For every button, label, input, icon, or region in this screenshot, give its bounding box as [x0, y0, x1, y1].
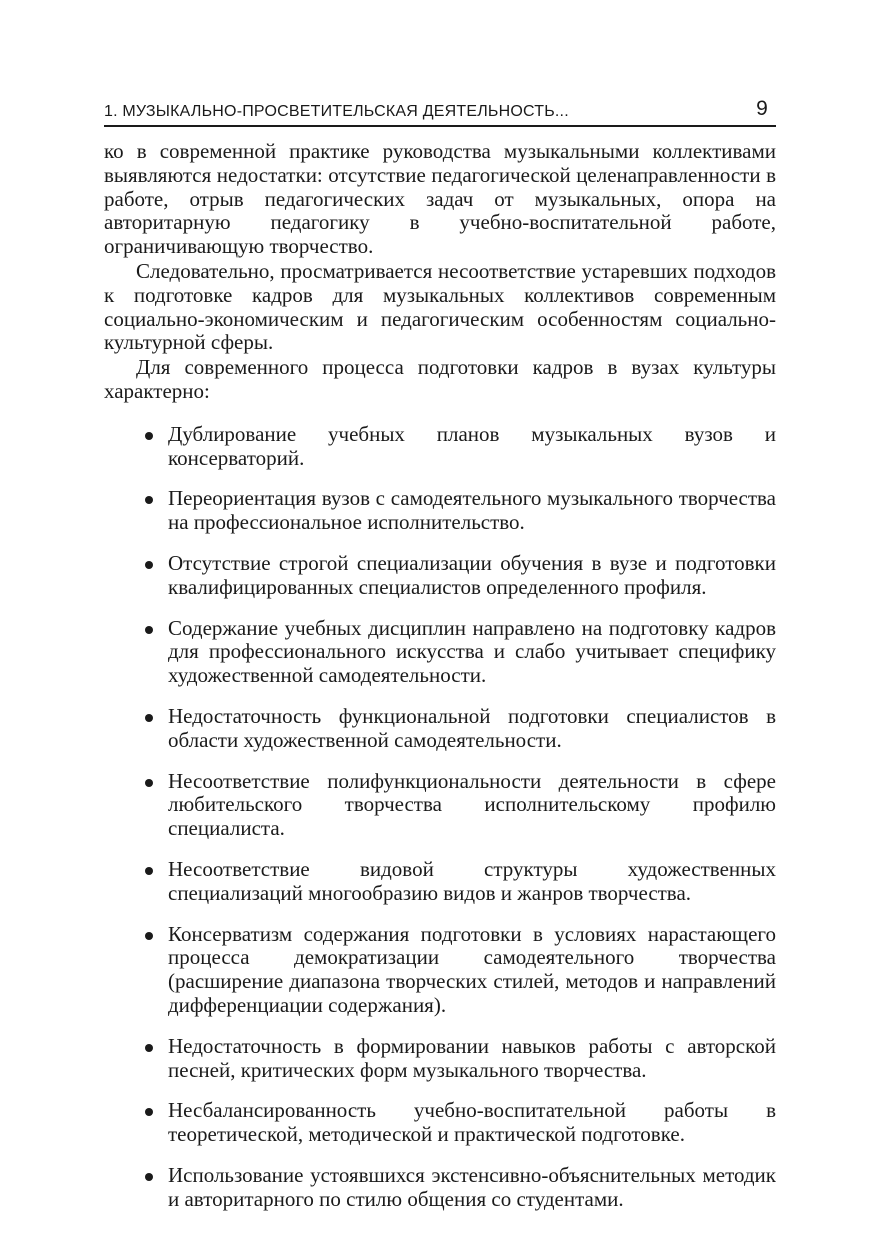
list-item	[104, 487, 776, 535]
list-item-text: Дублирование учебных планов музыкальных вузов и консерваторий.	[168, 421, 776, 470]
list-item-text: Несоответствие видовой структуры художественных специализаций многообразию видов и жанров творчества.	[168, 856, 776, 905]
list-item-text: Использование устоявшихся экстенсивно-объяснительных методик и авторитарного по стилю общения со студентами.	[168, 1162, 776, 1211]
list-item	[104, 858, 776, 906]
paragraph: Следовательно, просматривается несоответствие устаревших подходов к подготовке кадров для музыкальных коллективов современным социально-экономическим и педагогическим особенностям социально-культурной сферы.	[104, 258, 776, 355]
bullet-list	[104, 423, 776, 1212]
body-text	[104, 140, 776, 1228]
bullet-icon	[145, 1173, 153, 1181]
bullet-icon	[145, 867, 153, 875]
paragraph-continuation: ко в современной практике руководства музыкальными коллективами выявляются недостатки: отсутствие педагогической целенаправленности в работе, отрыв педагогических задач от музыкальных, опора на авторитарную педагогику в учебно-воспитательной работе, ограничивающую творчество.	[104, 139, 776, 259]
list-item	[104, 552, 776, 600]
bullet-icon	[145, 1044, 153, 1052]
bullet-icon	[145, 561, 153, 569]
bullet-icon	[145, 626, 153, 634]
list-item	[104, 1035, 776, 1083]
running-header	[104, 97, 776, 127]
list-item	[104, 770, 776, 841]
list-item	[104, 1164, 776, 1212]
chapter-title: 1. МУЗЫКАЛЬНО-ПРОСВЕТИТЕЛЬСКАЯ ДЕЯТЕЛЬНОСТЬ...	[104, 103, 569, 120]
list-item	[104, 705, 776, 753]
paragraph-list-intro: Для современного процесса подготовки кадров в вузах культуры характерно:	[104, 355, 776, 403]
list-item-text: Содержание учебных дисциплин направлено на подготовку кадров для профессионального искусства и слабо учитывает специфику художественной самодеятельности.	[168, 615, 776, 688]
list-item-text: Отсутствие строгой специализации обучения в вузе и подготовки квалифицированных специалистов определенного профиля.	[168, 550, 776, 599]
list-item-text: Несоответствие полифункциональности деятельности в сфере любительского творчества исполнительскому профилю специалиста.	[168, 768, 776, 841]
list-item	[104, 1099, 776, 1147]
list-item	[104, 923, 776, 1018]
list-item-text: Переориентация вузов с самодеятельного музыкального творчества на профессиональное исполнительство.	[168, 486, 776, 535]
list-item	[104, 617, 776, 688]
bullet-icon	[145, 779, 153, 787]
bullet-icon	[145, 496, 153, 504]
list-item-text: Недостаточность функциональной подготовки специалистов в области художественной самодеятельности.	[168, 703, 776, 752]
list-item-text: Недостаточность в формировании навыков работы с авторской песней, критических форм музыкального творчества.	[168, 1033, 776, 1082]
list-item-text: Консерватизм содержания подготовки в условиях нарастающего процесса демократизации самодеятельного творчества (расширение диапазона творческих стилей, методов и направлений дифференциации содержания).	[168, 921, 776, 1017]
page-number: 9	[756, 97, 768, 120]
bullet-icon	[145, 932, 153, 940]
list-item	[104, 423, 776, 471]
bullet-icon	[145, 714, 153, 722]
list-item-text: Несбалансированность учебно-воспитательной работы в теоретической, методической и практической подготовке.	[168, 1098, 776, 1147]
bullet-icon	[145, 432, 153, 440]
bullet-icon	[145, 1108, 153, 1116]
